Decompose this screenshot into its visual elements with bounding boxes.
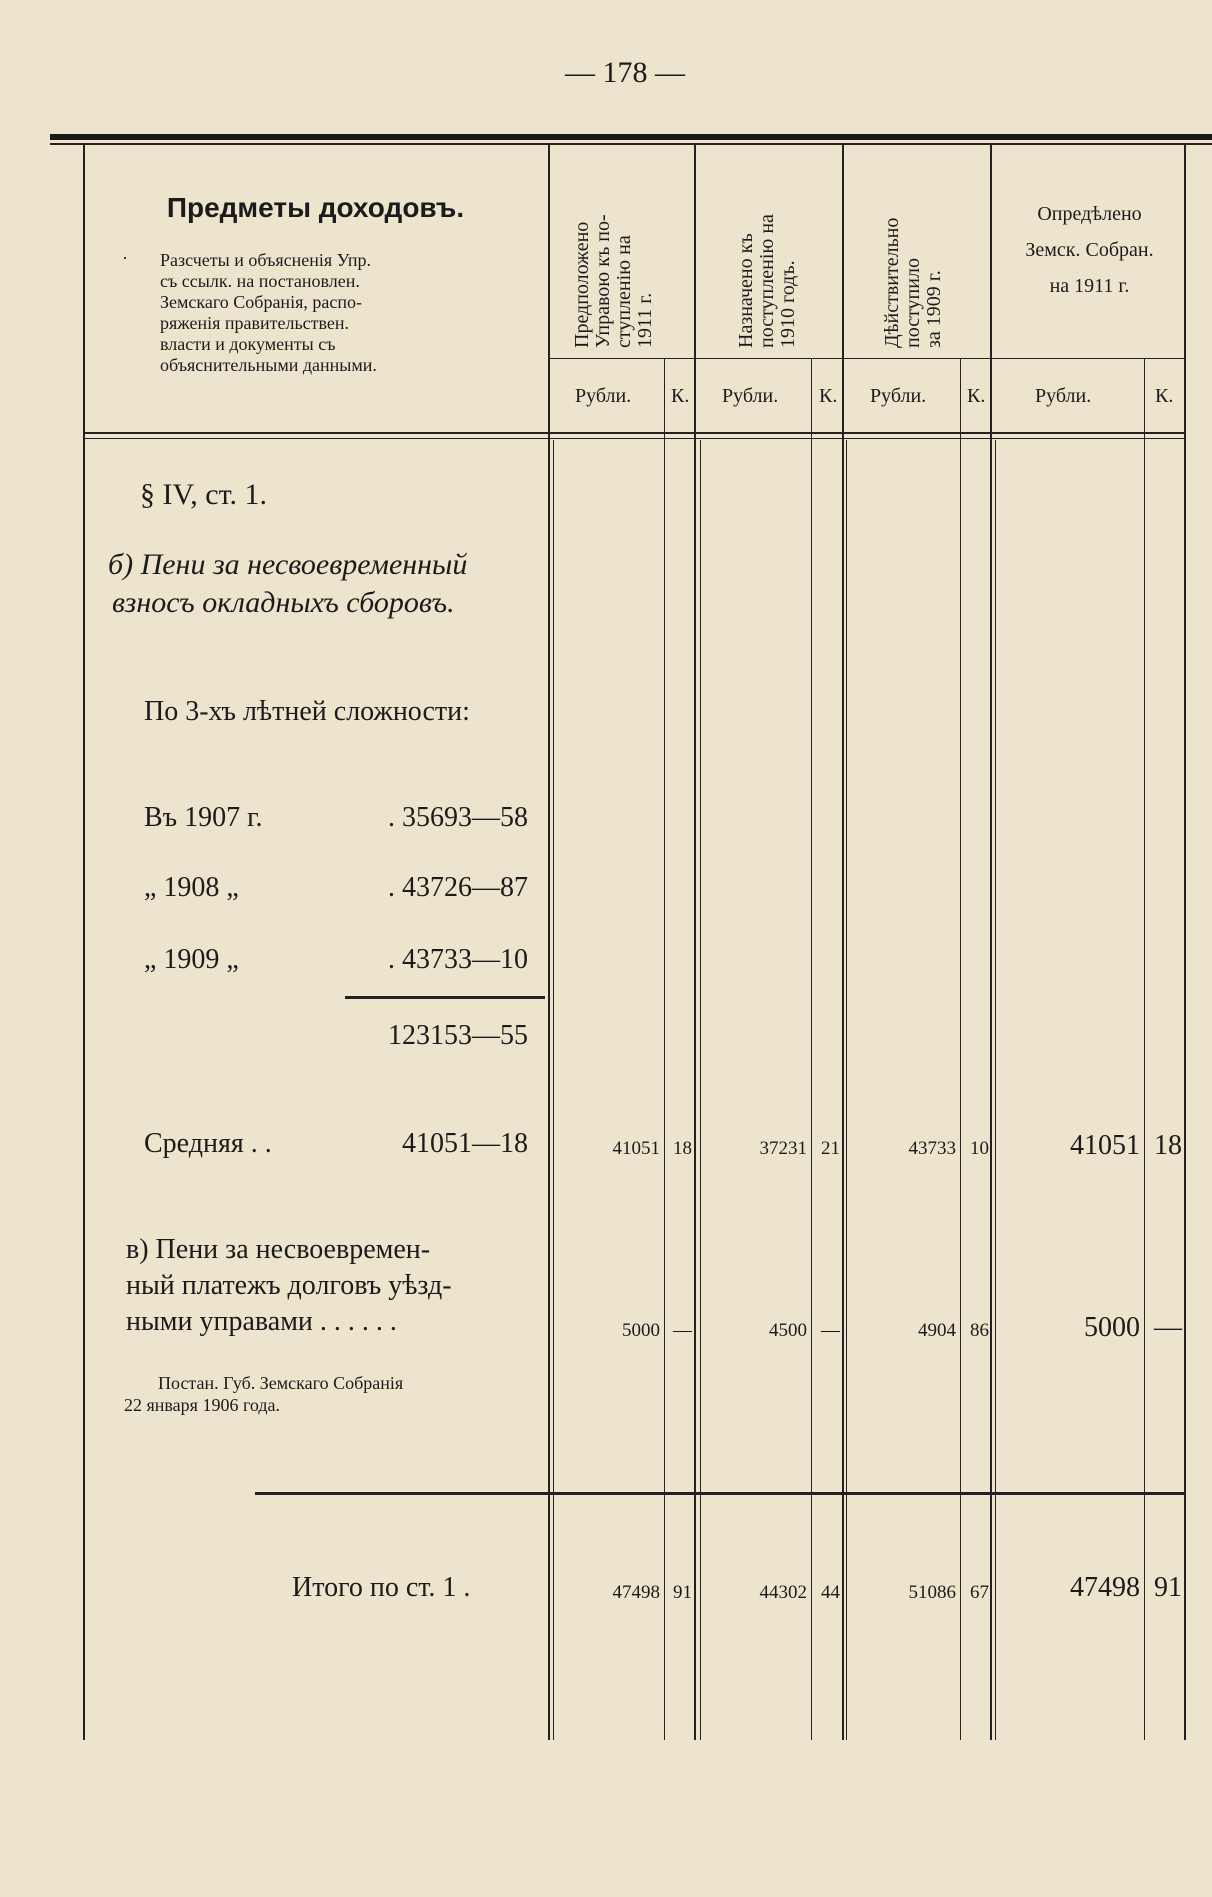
col-divider [842, 145, 844, 1740]
top-rule-thin [50, 143, 1212, 145]
item-line: ный платежъ долговъ уѣзд- [126, 1270, 452, 1301]
col-divider [995, 440, 996, 1740]
kop-label: К. [1155, 385, 1174, 407]
year-value: . 35693—58 [388, 802, 528, 833]
col-divider [664, 358, 665, 1740]
avg-value: 41051—18 [402, 1128, 528, 1159]
kop-label: К. [819, 385, 838, 407]
section-heading: § IV, ст. 1. [140, 478, 267, 511]
col-divider [846, 440, 847, 1740]
header-bottom-rule-2 [83, 438, 1186, 439]
subtitle-line: власти и документы съ [160, 334, 336, 354]
avg-proposed-kop: 18 [673, 1138, 692, 1159]
item-line: взносъ окладныхъ сборовъ. [112, 586, 455, 619]
subtitle-line: съ ссылк. на постановлен. [160, 271, 360, 291]
avg-label: Средняя . . [144, 1128, 272, 1159]
item-line: б) Пени за несвоевременный [108, 548, 468, 581]
header-bottom-rule [83, 432, 1186, 434]
v-assigned-kop: — [821, 1320, 840, 1341]
subtitle-line: Разсчеты и объясненія Упр. [160, 250, 371, 270]
v-determined-kop: — [1154, 1312, 1182, 1343]
item-v-title [126, 1232, 536, 1340]
v-actual-rub: 4904 [918, 1320, 956, 1341]
header-line: поступило [902, 258, 924, 348]
total-assigned-rub: 44302 [759, 1582, 807, 1603]
total-assigned-kop: 44 [821, 1582, 840, 1603]
subtitle-line: Земскаго Собранія, распо- [160, 292, 362, 312]
column-title: Предметы доходовъ. [166, 192, 465, 223]
col-header-determined [995, 196, 1184, 304]
header-line: поступленію на [756, 214, 778, 348]
header-line: ступленію на [613, 235, 635, 348]
total-label: Итого по ст. 1 . [292, 1572, 471, 1603]
avg-actual-kop: 10 [970, 1138, 989, 1159]
rubles-label: Рубли. [575, 385, 632, 407]
v-proposed-rub: 5000 [622, 1320, 660, 1341]
header-line: Опредѣлено [1037, 203, 1142, 225]
kop-label: К. [967, 385, 986, 407]
kop-label: К. [671, 385, 690, 407]
year-value: . 43726—87 [388, 872, 528, 903]
col-divider [811, 358, 812, 1740]
header-line: 1910 годъ. [777, 260, 799, 348]
header-line: Предположено [571, 221, 593, 348]
table-left-border [83, 145, 85, 1740]
header-line: Земск. Собран. [1025, 239, 1154, 261]
page-number: — 178 — [565, 56, 685, 89]
avg-assigned-rub: 37231 [759, 1138, 807, 1159]
col-divider [694, 145, 696, 1740]
v-actual-kop: 86 [970, 1320, 989, 1341]
avg-determined-kop: 18 [1154, 1130, 1182, 1161]
avg-determined-rub: 41051 [1070, 1130, 1140, 1161]
item-b-title [108, 546, 548, 622]
avg-proposed-rub: 41051 [612, 1138, 660, 1159]
col-divider [700, 440, 701, 1740]
v-assigned-rub: 4500 [769, 1320, 807, 1341]
v-proposed-kop: — [673, 1320, 692, 1341]
header-subrule [548, 358, 1184, 359]
subtitle-line: ряженія правительствен. [160, 313, 350, 333]
sum-value: 123153—55 [388, 1020, 528, 1051]
col-divider [553, 440, 554, 1740]
rubles-label: Рубли. [870, 385, 927, 407]
col-header-assigned [736, 160, 799, 348]
v-determined-rub: 5000 [1084, 1312, 1140, 1343]
year-label: „ 1908 „ [144, 872, 239, 903]
complexity-label: По 3-хъ лѣтней сложности: [144, 696, 470, 727]
col-header-proposed [572, 170, 656, 348]
total-determined-rub: 47498 [1070, 1572, 1140, 1603]
total-actual-rub: 51086 [908, 1582, 956, 1603]
total-rule [255, 1492, 1186, 1495]
year-label: Въ 1907 г. [144, 802, 263, 833]
item-line: ными управами . . . . . . [126, 1306, 397, 1337]
sum-rule [345, 996, 545, 999]
col-divider [960, 358, 961, 1740]
col-divider [1144, 358, 1145, 1740]
col-header-actual [882, 180, 945, 348]
header-line: на 1911 г. [1049, 275, 1130, 297]
total-proposed-rub: 47498 [612, 1582, 660, 1603]
col-divider [548, 145, 550, 1740]
total-determined-kop: 91 [1154, 1572, 1182, 1603]
col-divider [990, 145, 992, 1740]
item-line: в) Пени за несвоевремен- [126, 1234, 431, 1265]
decree-line: 22 января 1906 года. [124, 1395, 281, 1415]
rubles-label: Рубли. [1035, 385, 1092, 407]
subtitle-line: объяснительными данными. [160, 355, 377, 375]
bullet-mark: · [122, 248, 128, 268]
top-rule [50, 134, 1212, 140]
header-line: Дѣйствительно [881, 217, 903, 348]
col-divider [1184, 145, 1186, 1740]
total-proposed-kop: 91 [673, 1582, 692, 1603]
header-line: Назначено къ [735, 233, 757, 348]
column-subtitle [160, 250, 480, 376]
year-label: „ 1909 „ [144, 944, 239, 975]
total-actual-kop: 67 [970, 1582, 989, 1603]
header-line: за 1909 г. [923, 270, 945, 348]
avg-assigned-kop: 21 [821, 1138, 840, 1159]
year-value: . 43733—10 [388, 944, 528, 975]
avg-actual-rub: 43733 [908, 1138, 956, 1159]
header-line: 1911 г. [634, 292, 656, 348]
decree-note [124, 1372, 544, 1416]
decree-line: Постан. Губ. Земскаго Собранія [158, 1373, 404, 1393]
rubles-label: Рубли. [722, 385, 779, 407]
header-line: Управою къ по- [592, 214, 614, 348]
